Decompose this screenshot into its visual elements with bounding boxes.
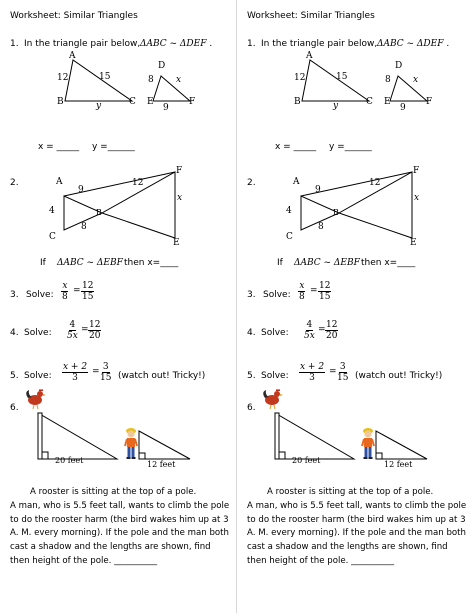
vertex-label-a: A [69,51,76,61]
equals-sign: = [310,286,318,296]
right-angle-mark [376,453,382,459]
equals-sign: = [318,325,326,335]
equals-sign: = [81,325,89,335]
q2-then: then x=____ [124,258,179,268]
q2-if: If [277,258,283,268]
q4-label: Solve: [24,328,52,338]
denominator: 3 [309,373,315,383]
q5-number: 5. [10,371,19,381]
q5-lhs-fraction [299,362,325,383]
numerator: 4 [69,320,76,330]
q2-then: then x=____ [361,258,416,268]
numerator: x + 2 [300,362,325,372]
side-label-cb: 8 [81,222,87,232]
q5-note: (watch out! Tricky!) [118,371,206,381]
man-shadow-triangle [376,431,427,459]
right-angle-mark [139,453,145,459]
q4-lhs-fraction [303,320,316,341]
q6-story [10,486,232,569]
story-body: A man, who is 5.5 feet tall, wants to climb the pole to do the rooster harm (the bird wakes him up at 3 A. M. every morning). If the pole and the man both cast a shadow and the lengths are shown, find then height of the pole. __________ [10,500,230,566]
q6-number: 6. [10,403,19,413]
vertex-label-d: D [158,61,166,71]
denominator: 3 [72,373,78,383]
answer-y: y =______ [329,142,372,152]
triangle-def [390,76,427,101]
vertex-label-f: F [413,166,420,176]
vertex-label-e: E [384,97,391,107]
story-line-1: A rooster is sitting at the top of a pole. [30,487,197,497]
q5-rhs-fraction [99,362,112,383]
q2-similarity: ΔABC ~ ΔEBF [57,258,123,268]
denominator: 15 [337,373,349,383]
pole-base-label: 20 feet [292,456,321,465]
q1-similarity: ΔABC ~ ΔDEF . [377,39,450,49]
vertex-label-e: E [147,97,154,107]
denominator: 5x [304,331,315,341]
vertex-label-d: D [395,61,403,71]
pole [38,413,42,459]
q1-similarity: ΔABC ~ ΔDEF . [140,39,213,49]
vertex-label-f: F [426,97,433,107]
q6-number: 6. [247,403,256,413]
man-icon [124,427,138,459]
q4-label: Solve: [261,328,289,338]
q2-similarity: ΔABC ~ ΔEBF [294,258,360,268]
numerator: x [62,281,68,291]
numerator: 4 [306,320,313,330]
side-label-ef: 9 [163,103,169,113]
equals-sign: = [73,286,81,296]
q1-number: 1. [10,39,19,49]
q3-lhs-fraction [61,281,69,302]
q1-prompt: In the triangle pair below, [261,39,378,49]
q3-rhs-fraction [81,281,94,302]
answer-x: x = _____ [38,142,80,152]
side-label-ab: 9 [315,185,321,195]
man-shadow-triangle [139,431,190,459]
numerator: 3 [339,362,346,372]
q3-number: 3. [247,290,256,300]
q4-number: 4. [10,328,19,338]
side-label-ab: 12 [57,73,69,83]
denominator: 15 [319,292,331,302]
numerator: 12 [82,281,94,291]
side-label-df: x [413,75,419,85]
pole-shadow-triangle [38,413,117,459]
q2-if: If [40,258,46,268]
man-icon [361,427,375,459]
vertex-label-f: F [176,166,183,176]
story-line-1: A rooster is sitting at the top of a pole. [267,487,434,497]
denominator: 15 [100,373,112,383]
q1-number: 1. [247,39,256,49]
rooster-icon [24,388,46,410]
side-label-ef: 9 [400,103,406,113]
side-label-ac: 4 [49,206,55,216]
denominator: 5x [67,331,78,341]
worksheet-title: Worksheet: Similar Triangles [247,11,375,21]
rooster-icon [261,388,283,410]
vertex-label-c: C [286,232,293,242]
denominator: 8 [299,292,305,302]
side-label-af: 12 [132,178,144,188]
side-label-fe: x [177,193,183,203]
side-label-df: x [176,75,182,85]
side-label-bc: y [333,101,339,111]
q6-story [247,486,469,569]
numerator: 12 [319,281,331,291]
q5-rhs-fraction [336,362,349,383]
denominator: 20 [326,331,338,341]
side-label-ac: 4 [286,206,292,216]
pole-shadow-triangle [275,413,354,459]
q4-number: 4. [247,328,256,338]
right-angle-mark [42,452,48,459]
side-label-ac: 15 [99,72,111,82]
denominator: 15 [82,292,94,302]
side-label-de: 8 [148,75,154,85]
vertex-label-e: E [173,238,180,248]
vertex-label-f: F [189,97,196,107]
q5-number: 5. [247,371,256,381]
vertex-label-a: A [293,177,300,187]
q3-number: 3. [10,290,19,300]
numerator: x + 2 [63,362,88,372]
vertex-label-b: B [333,208,339,217]
vertex-label-e: E [410,238,417,248]
vertex-label-a: A [56,177,63,187]
numerator: x [299,281,305,291]
q2-number: 2. [247,178,256,188]
q4-rhs-fraction [325,320,338,341]
man-base-label: 12 feet [147,460,176,469]
side-label-ab: 12 [294,73,306,83]
answer-y: y =______ [92,142,135,152]
side-label-de: 8 [385,75,391,85]
q3-label: Solve: [26,290,54,300]
vertex-label-c: C [366,97,373,107]
equals-sign: = [92,367,100,377]
triangle-def [153,76,190,101]
q5-label: Solve: [24,371,52,381]
equals-sign: = [329,367,337,377]
vertex-label-b: B [96,208,102,217]
answer-x: x = _____ [275,142,317,152]
q4-rhs-fraction [88,320,101,341]
side-label-ac: 15 [336,72,348,82]
q3-lhs-fraction [298,281,306,302]
numerator: 3 [102,362,109,372]
denominator: 20 [89,331,101,341]
vertex-label-c: C [129,97,136,107]
numerator: 12 [326,320,338,330]
pole [275,413,279,459]
man-base-label: 12 feet [384,460,413,469]
q2-number: 2. [10,178,19,188]
vertex-label-b: B [294,97,301,107]
worksheet-copy-right [237,0,474,613]
story-body: A man, who is 5.5 feet tall, wants to climb the pole to do the rooster harm (the bird wakes him up at 3 A. M. every morning). If the pole and the man both cast a shadow and the lengths are shown, find then height of the pole. __________ [247,500,467,566]
q5-lhs-fraction [62,362,88,383]
side-label-bc: y [96,101,102,111]
numerator: 12 [89,320,101,330]
q5-note: (watch out! Tricky!) [355,371,443,381]
vertex-label-b: B [57,97,64,107]
q4-lhs-fraction [66,320,79,341]
q3-label: Solve: [263,290,291,300]
pole-base-label: 20 feet [55,456,84,465]
side-label-fe: x [414,193,420,203]
side-label-ab: 9 [78,185,84,195]
right-angle-mark [279,452,285,459]
vertex-label-a: A [306,51,313,61]
worksheet-title: Worksheet: Similar Triangles [10,11,138,21]
q3-rhs-fraction [318,281,331,302]
q1-prompt: In the triangle pair below, [24,39,141,49]
q5-label: Solve: [261,371,289,381]
vertex-label-c: C [49,232,56,242]
denominator: 8 [62,292,68,302]
side-label-af: 12 [369,178,381,188]
side-label-cb: 8 [318,222,324,232]
